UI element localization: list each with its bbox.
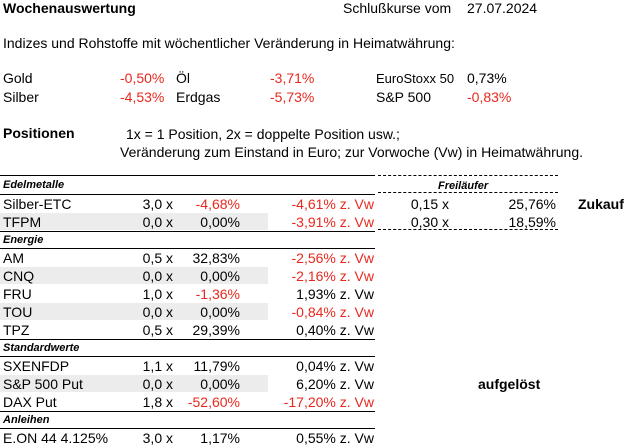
freilaeufer-factor: 0,15 x xyxy=(410,196,449,212)
table-row-week: -3,91% z. Vw xyxy=(291,214,374,230)
table-row-factor: 0,0 x xyxy=(142,268,173,284)
table-row-factor: 0,0 x xyxy=(142,304,173,320)
table-row-change: 0,00% xyxy=(200,376,240,392)
table-row-name: TOU xyxy=(3,304,33,320)
freilaeufer-bottom-rule xyxy=(378,229,558,230)
table-row-name: TPZ xyxy=(3,322,30,338)
table-row-week: -17,20% z. Vw xyxy=(283,394,374,410)
table-row-week: -4,61% z. Vw xyxy=(291,196,374,212)
freilaeufer-value: 25,76% xyxy=(508,196,556,212)
freilaeufer-value: 18,59% xyxy=(508,214,556,230)
table-row-factor: 1,8 x xyxy=(142,394,173,410)
index-name: EuroStoxx 50 xyxy=(376,71,455,86)
table-row-change: -4,68% xyxy=(195,196,240,212)
freilaeufer-top-rule xyxy=(378,175,558,176)
table-row-factor: 0,0 x xyxy=(142,376,173,392)
index-value: -3,71% xyxy=(270,70,315,86)
table-row-name: E.ON 44 4.125% xyxy=(3,430,109,446)
date-label: Schlußkurse vom xyxy=(343,0,452,16)
section-rule xyxy=(0,231,375,232)
table-row-factor: 0,0 x xyxy=(142,214,173,230)
note-zukauf: Zukauf xyxy=(578,196,624,212)
table-row-change: -52,60% xyxy=(187,394,240,410)
index-name: Erdgas xyxy=(176,89,221,105)
table-row-week: 6,20% z. Vw xyxy=(296,376,374,392)
index-name: Öl xyxy=(176,70,190,86)
freilaeufer-factor: 0,30 x xyxy=(410,214,449,230)
section-rule xyxy=(0,339,375,340)
section-rule xyxy=(0,356,375,357)
table-row-name: CNQ xyxy=(3,268,35,284)
table-row-week: 0,04% z. Vw xyxy=(296,358,374,374)
table-row-name: FRU xyxy=(3,286,32,302)
table-row-week: -0,84% z. Vw xyxy=(291,304,374,320)
section-label: Edelmetalle xyxy=(3,179,65,191)
table-row-week: -2,56% z. Vw xyxy=(291,250,374,266)
section-rule xyxy=(0,194,375,195)
table-row-change: 0,00% xyxy=(200,268,240,284)
table-row-factor: 3,0 x xyxy=(142,430,173,446)
table-row-factor: 0,5 x xyxy=(142,322,173,338)
positions-note-2: Veränderung zum Einstand in Euro; zur Vorwoche (Vw) in Heimatwährung. xyxy=(120,144,584,160)
freilaeufer-label: Freiläufer xyxy=(438,180,489,192)
index-name: Gold xyxy=(3,70,33,86)
page-title: Wochenauswertung xyxy=(3,0,136,16)
section-label: Standardwerte xyxy=(3,342,80,354)
section-label: Energie xyxy=(3,234,44,246)
table-row-change: 11,79% xyxy=(193,358,240,374)
table-row-factor: 3,0 x xyxy=(142,196,173,212)
table-row-week: 0,40% z. Vw xyxy=(296,322,374,338)
table-row-name: AM xyxy=(3,250,24,266)
index-value: -0,83% xyxy=(467,89,512,105)
table-row-change: 0,00% xyxy=(200,214,240,230)
positions-note-1: 1x = 1 Position, 2x = doppelte Position usw.; xyxy=(126,126,400,142)
section-label: Anleihen xyxy=(3,414,50,426)
indices-intro: Indizes und Rohstoffe mit wöchentlicher Veränderung in Heimatwährung: xyxy=(3,35,455,51)
index-value: -0,50% xyxy=(120,70,165,86)
table-row-change: 1,17% xyxy=(200,430,240,446)
section-rule xyxy=(0,428,375,429)
table-row-change: 0,00% xyxy=(200,304,240,320)
table-row-week: 1,93% z. Vw xyxy=(296,286,374,302)
table-row-factor: 0,5 x xyxy=(142,250,173,266)
table-row-week: 0,55% z. Vw xyxy=(296,430,374,446)
index-name: Silber xyxy=(3,89,39,105)
positions-title: Positionen xyxy=(3,125,75,141)
table-row-name: TFPM xyxy=(3,214,42,230)
table-row-name: DAX Put xyxy=(3,394,57,410)
table-top-rule xyxy=(0,175,375,176)
table-row-change: 32,83% xyxy=(192,250,240,266)
table-row-change: -1,36% xyxy=(195,286,240,302)
table-row-factor: 1,0 x xyxy=(142,286,173,302)
note-aufgeloest: aufgelöst xyxy=(478,376,541,392)
table-row-factor: 1,1 x xyxy=(142,358,173,374)
index-value: -4,53% xyxy=(120,89,165,105)
section-rule xyxy=(0,411,375,412)
table-row-week: -2,16% z. Vw xyxy=(291,268,374,284)
table-row-name: S&P 500 Put xyxy=(3,376,83,392)
index-value: -5,73% xyxy=(270,89,315,105)
table-row-name: SXENFDP xyxy=(3,358,70,374)
date-value: 27.07.2024 xyxy=(467,0,538,16)
table-row-change: 29,39% xyxy=(192,322,240,338)
table-row-name: Silber-ETC xyxy=(3,196,72,212)
section-rule xyxy=(0,248,375,249)
index-value: 0,73% xyxy=(467,70,507,86)
index-name: S&P 500 xyxy=(376,89,432,105)
